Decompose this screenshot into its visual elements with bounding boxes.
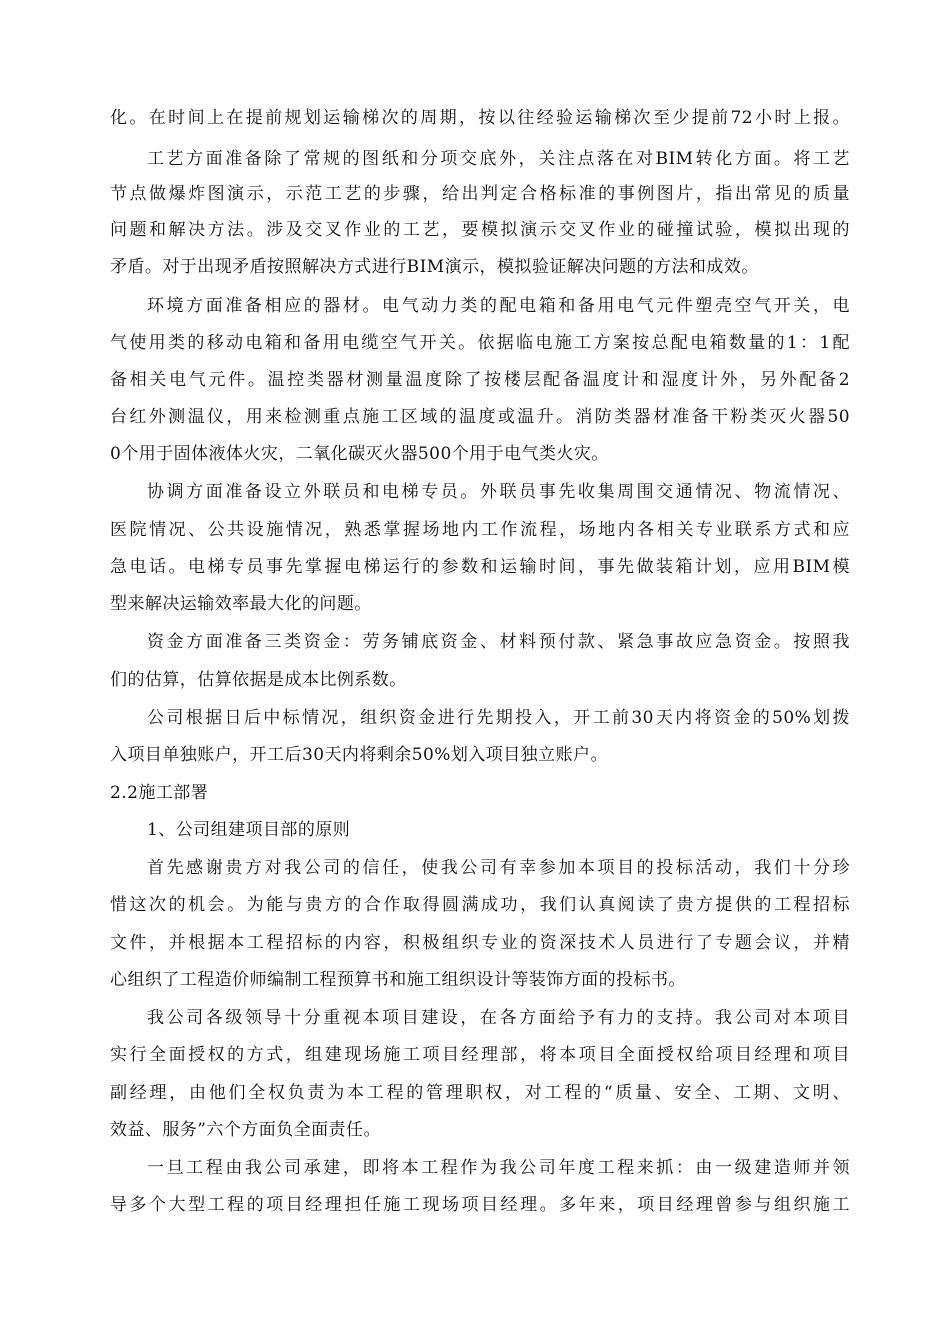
text-line: 节点做爆炸图演示，示范工艺的步骤，给出判定合格标准的事例图片，指出常见的质量	[110, 184, 850, 204]
text-line: 效益、服务”六个方面负全面责任。	[110, 1120, 381, 1140]
text-line: 型来解决运输效率最大化的问题。	[110, 594, 372, 614]
text-line: 心组织了工程造价师编制工程预算书和施工组织设计等装饰方面的投标书。	[110, 970, 686, 990]
paragraph-first-line: 环境方面准备相应的器材。电气动力类的配电箱和备用电气元件塑壳空气开关，电	[147, 296, 850, 316]
text-line: 惜这次的机会。为能与贵方的合作取得圆满成功，我们认真阅读了贵方提供的工程招标	[110, 895, 850, 915]
text-line: 医院情况、公共设施情况，熟悉掌握场地内工作流程，场地内各相关专业联系方式和应	[110, 520, 850, 540]
subsection-heading: 1、公司组建项目部的原则	[147, 820, 351, 840]
text-line: 实行全面授权的方式，组建现场施工项目经理部，将本项目全面授权给项目经理和项目	[110, 1045, 850, 1065]
paragraph-first-line: 协调方面准备设立外联员和电梯专员。外联员事先收集周围交通情况、物流情况、	[147, 482, 850, 502]
paragraph-first-line: 一旦工程由我公司承建，即将本工程作为我公司年度工程来抓：由一级建造师并领	[147, 1158, 850, 1178]
text-line: 入项目单独账户，开工后30天内将剩余50%划入项目独立账户。	[110, 745, 608, 765]
text-line: 0个用于固体液体火灾，二氧化碳灭火器500个用于电气类火灾。	[110, 444, 609, 464]
text-line: 备相关电气元件。温控类器材测量温度除了按楼层配备温度计和湿度计外，另外配备2	[110, 370, 850, 390]
paragraph-first-line: 工艺方面准备除了常规的图纸和分项交底外，关注点落在对BIM转化方面。将工艺	[147, 149, 850, 169]
text-line: 化。在时间上在提前规划运输梯次的周期，按以往经验运输梯次至少提前72小时上报。	[110, 108, 850, 128]
paragraph-first-line: 公司根据日后中标情况，组织资金进行先期投入，开工前30天内将资金的50%划拨	[147, 708, 850, 728]
text-line: 矛盾。对于出现矛盾按照解决方式进行BIM演示，模拟验证解决问题的方法和成效。	[110, 257, 759, 277]
text-line: 导多个大型工程的项目经理担任施工现场项目经理。多年来，项目经理曾参与组织施工	[110, 1195, 850, 1215]
section-heading: 2.2施工部署	[110, 783, 209, 803]
paragraph-first-line: 我公司各级领导十分重视本项目建设，在各方面给予有力的支持。我公司对本项目	[147, 1008, 850, 1028]
text-line: 问题和解决方法。涉及交叉作业的工艺，要模拟演示交叉作业的碰撞试验，模拟出现的	[110, 220, 850, 240]
text-line: 气使用类的移动电箱和备用电缆空气开关。依据临电施工方案按总配电箱数量的1：1配	[110, 333, 850, 353]
paragraph-first-line: 资金方面准备三类资金：劳务铺底资金、材料预付款、紧急事故应急资金。按照我	[147, 632, 850, 652]
text-line: 台红外测温仪，用来检测重点施工区域的温度或温升。消防类器材准备干粉类灭火器50	[110, 407, 850, 427]
text-line: 们的估算，估算依据是成本比例系数。	[110, 670, 407, 690]
paragraph-first-line: 首先感谢贵方对我公司的信任，使我公司有幸参加本项目的投标活动，我们十分珍	[147, 858, 850, 878]
text-line: 文件，并根据本工程招标的内容，积极组织专业的资深技术人员进行了专题会议，并精	[110, 933, 850, 953]
text-line: 急电话。电梯专员事先掌握电梯运行的参数和运输时间，事先做装箱计划，应用BIM模	[110, 557, 850, 577]
text-line: 副经理，由他们全权负责为本工程的管理职权，对工程的“质量、安全、工期、文明、	[110, 1083, 850, 1103]
